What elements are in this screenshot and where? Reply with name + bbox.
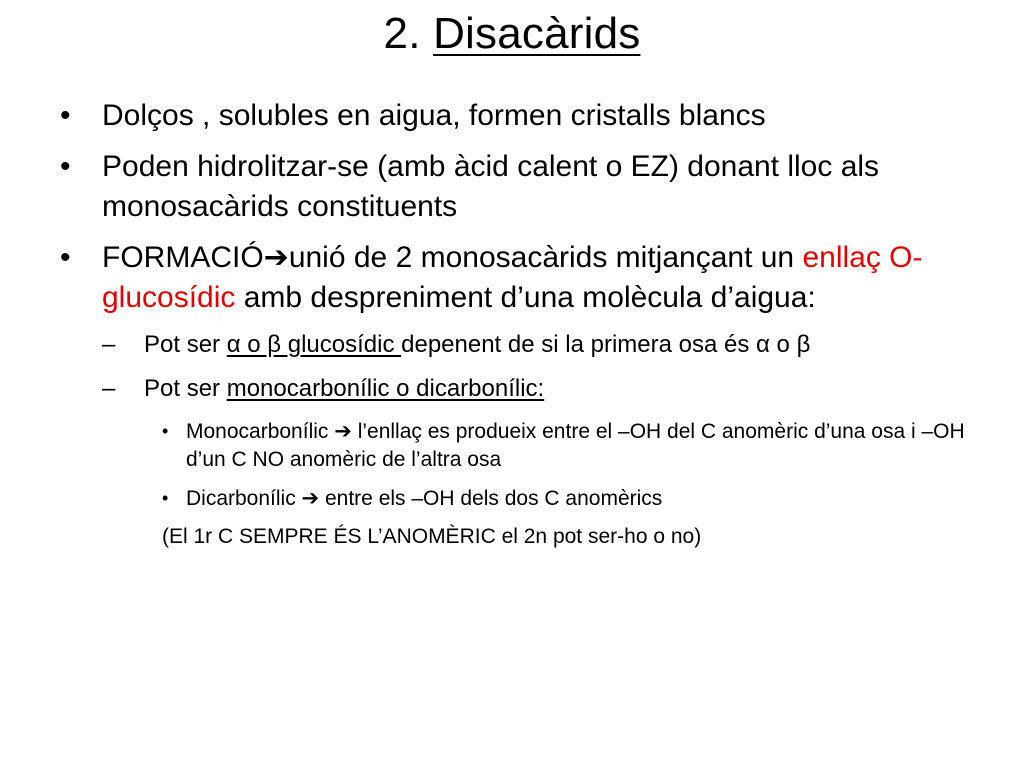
bullet-text-properties: Dolços , solubles en aigua, formen cristalls blancs — [102, 99, 766, 132]
dash-bullet-icon: – — [102, 331, 116, 358]
formation-text-b: amb despreniment d’una molècula d’aigua: — [235, 281, 816, 314]
right-arrow-icon: ➔ — [334, 419, 352, 443]
footnote: (El 1r C SEMPRE ÉS L’ANOMÈRIC el 2n pot ser-ho o no) — [162, 525, 702, 548]
monocarbonyl-term: Monocarbonílic — [186, 420, 335, 443]
dash-bullet-icon: – — [102, 375, 116, 402]
bullet-dot-icon: • — [60, 99, 71, 132]
sub-prefix: Pot ser — [144, 331, 227, 358]
slide-content — [60, 96, 980, 551]
right-arrow-icon: ➔ — [301, 486, 320, 510]
bullet-item-properties — [60, 96, 980, 136]
formation-label: FORMACIÓ — [102, 241, 264, 274]
dicarbonyl-text: entre els –OH dels dos C anomèrics — [319, 487, 663, 510]
monocarbonyl-text: l’enllaç es produeix entre el –OH del C anomèric d’una osa i –OH d’un C NO anomèric de l’altra osa — [186, 420, 965, 471]
formation-text-a: unió de 2 monosacàrids mitjançant un — [288, 241, 803, 274]
subsub-item-dicarbonyl — [162, 484, 980, 513]
bullet-dot-icon: • — [60, 241, 71, 274]
dicarbonyl-term: Dicarbonílic — [186, 487, 302, 510]
right-arrow-icon: ➔ — [263, 240, 289, 275]
title-text: Disacàrids — [433, 9, 641, 58]
bullet-item-hydrolysis — [60, 147, 980, 227]
glycosidic-bond-highlight: enllaç O-glucosídic — [102, 241, 923, 314]
alpha-beta-underlined: α o β glucosídic — [226, 331, 402, 358]
sub-suffix: depenent de si la primera osa és α o β — [401, 331, 811, 358]
bullet-item-formation — [60, 238, 980, 318]
title-number: 2. — [383, 9, 434, 58]
sub-item-alpha-beta — [102, 329, 980, 361]
bullet-dot-icon: • — [162, 421, 169, 441]
sub-prefix: Pot ser — [144, 375, 227, 402]
subsub-item-monocarbonyl — [162, 417, 980, 474]
bullet-dot-icon: • — [60, 150, 71, 183]
bullet-text-hydrolysis: Poden hidrolitzar-se (amb àcid calent o EZ) donant lloc als monosacàrids constituents — [102, 150, 880, 223]
carbonyl-underlined: monocarbonílic o dicarbonílic: — [226, 375, 545, 402]
slide-title — [0, 2, 1024, 66]
sub-item-carbonyl — [102, 373, 980, 405]
bullet-dot-icon: • — [162, 488, 169, 508]
